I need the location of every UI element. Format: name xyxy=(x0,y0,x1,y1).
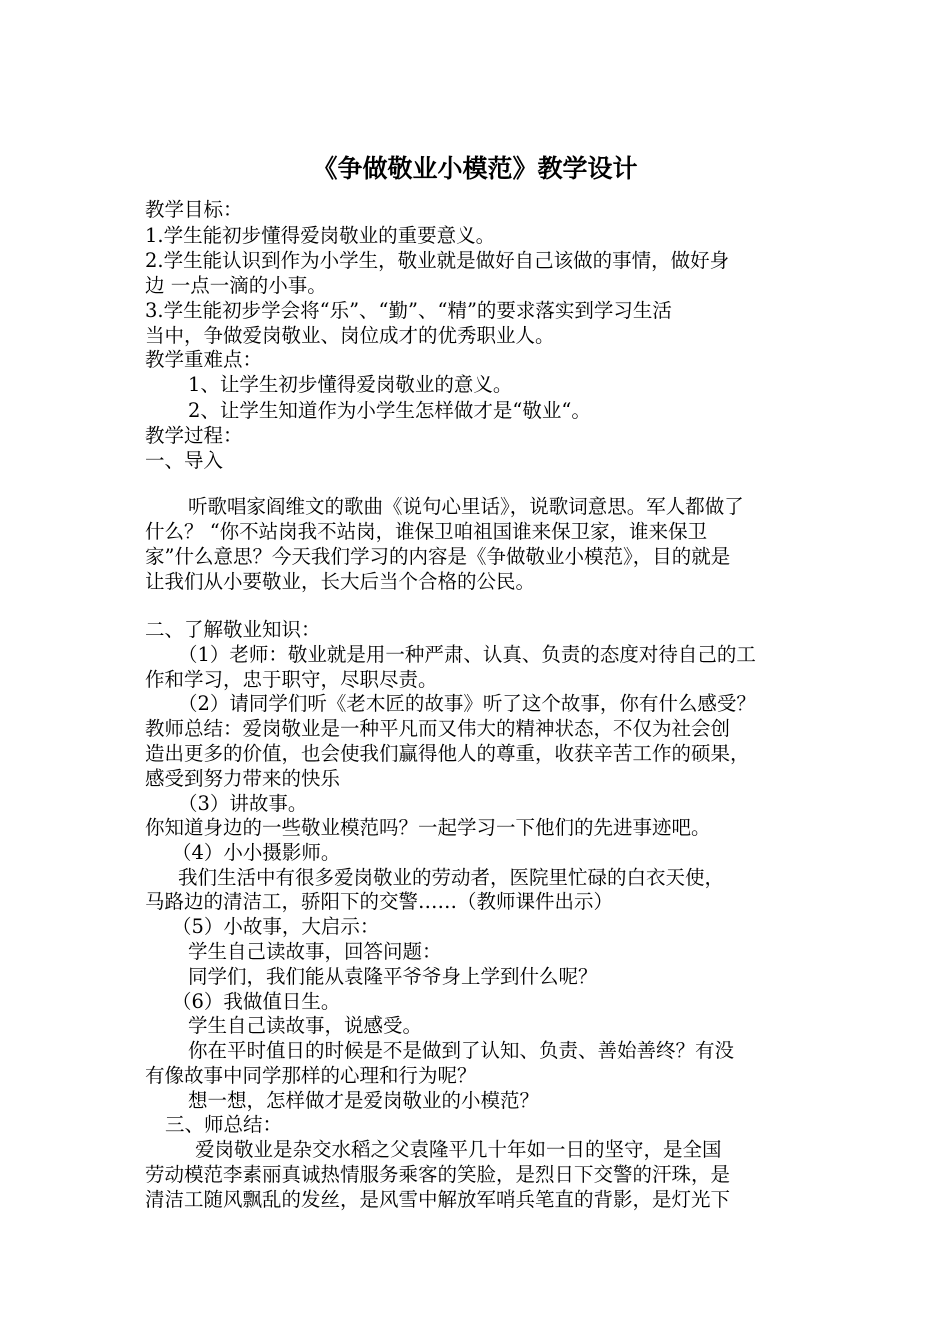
text-line: 1、让学生初步懂得爱岗敬业的意义。 xyxy=(188,373,513,396)
text-line: 2、让学生知道作为小学生怎样做才是“敬业“。 xyxy=(188,399,591,422)
text-line: 爱岗敬业是杂交水稻之父袁隆平几十年如一日的坚守，是全国 xyxy=(195,1138,722,1161)
text-line: 感受到努力带来的快乐 xyxy=(145,767,341,790)
text-line: 同学们，我们能从袁隆平爷爷身上学到什么呢？ xyxy=(188,965,598,988)
text-line: 当中，争做爱岗敬业、岗位成才的优秀职业人。 xyxy=(145,324,555,347)
text-line: 你在平时值日的时候是不是做到了认知、负责、善始善终？有没 xyxy=(188,1039,735,1062)
text-line: 教师总结：爱岗敬业是一种平凡而又伟大的精神状态，不仅为社会创 xyxy=(145,717,731,740)
text-line: （6）我做值日生。 xyxy=(172,990,341,1013)
text-line: 想一想，怎样做才是爱岗敬业的小模范？ xyxy=(188,1089,540,1112)
document-title: 《争做敬业小模范》教学设计 xyxy=(312,154,638,183)
text-line: 1.学生能初步懂得爱岗敬业的重要意义。 xyxy=(145,224,496,247)
text-line: 边 一点一滴的小事。 xyxy=(145,274,327,297)
text-line: 2.学生能认识到作为小学生，敬业就是做好自己该做的事情，做好身 xyxy=(145,249,730,272)
text-line: 学生自己读故事，说感受。 xyxy=(188,1014,423,1037)
text-line: （1）老师：敬业就是用一种严肃、认真、负责的态度对待自己的工 xyxy=(178,643,756,666)
text-line: 造出更多的价值，也会使我们赢得他人的尊重，收获辛苦工作的硕果， xyxy=(145,742,750,765)
text-line: 听歌唱家阎维文的歌曲《说句心里话》，说歌词意思。军人都做了 xyxy=(188,495,744,518)
text-line: 二、了解敬业知识： xyxy=(145,618,321,641)
text-line: 马路边的清洁工，骄阳下的交警……（教师课件出示） xyxy=(145,890,614,913)
text-line: 教学过程： xyxy=(145,424,243,447)
text-line: 我们生活中有很多爱岗敬业的劳动者，医院里忙碌的白衣天使， xyxy=(178,866,725,889)
text-line: 三、师总结： xyxy=(165,1113,283,1136)
text-line: 教学目标： xyxy=(145,198,243,221)
text-line: 清洁工随风飘乱的发丝，是风雪中解放军哨兵笔直的背影，是灯光下 xyxy=(145,1188,731,1211)
text-line: （3）讲故事。 xyxy=(178,792,308,815)
text-line: 一、导入 xyxy=(145,449,224,472)
text-line: 3.学生能初步学会将“乐”、“勤”、“精”的要求落实到学习生活 xyxy=(145,299,672,322)
text-line: （5）小故事，大启示： xyxy=(172,915,380,938)
text-line: 让我们从小要敬业，长大后当个合格的公民。 xyxy=(145,570,536,593)
text-line: 什么？ “你不站岗我不站岗，谁保卫咱祖国谁来保卫家，谁来保卫 xyxy=(145,520,708,543)
text-line: 有像故事中同学那样的心理和行为呢？ xyxy=(145,1064,477,1087)
text-line: （4）小小摄影师。 xyxy=(172,841,341,864)
text-line: 你知道身边的一些敬业模范吗？一起学习一下他们的先进事迹吧。 xyxy=(145,816,711,839)
text-line: 作和学习，忠于职守，尽职尽责。 xyxy=(145,668,438,691)
text-line: （2）请同学们听《老木匠的故事》听了这个故事，你有什么感受？ xyxy=(178,692,756,715)
text-line: 家”什么意思？今天我们学习的内容是《争做敬业小模范》，目的就是 xyxy=(145,545,731,568)
text-line: 学生自己读故事，回答问题： xyxy=(188,940,442,963)
text-line: 教学重难点： xyxy=(145,348,263,371)
text-line: 劳动模范李素丽真诚热情服务乘客的笑脸，是烈日下交警的汗珠，是 xyxy=(145,1163,731,1186)
